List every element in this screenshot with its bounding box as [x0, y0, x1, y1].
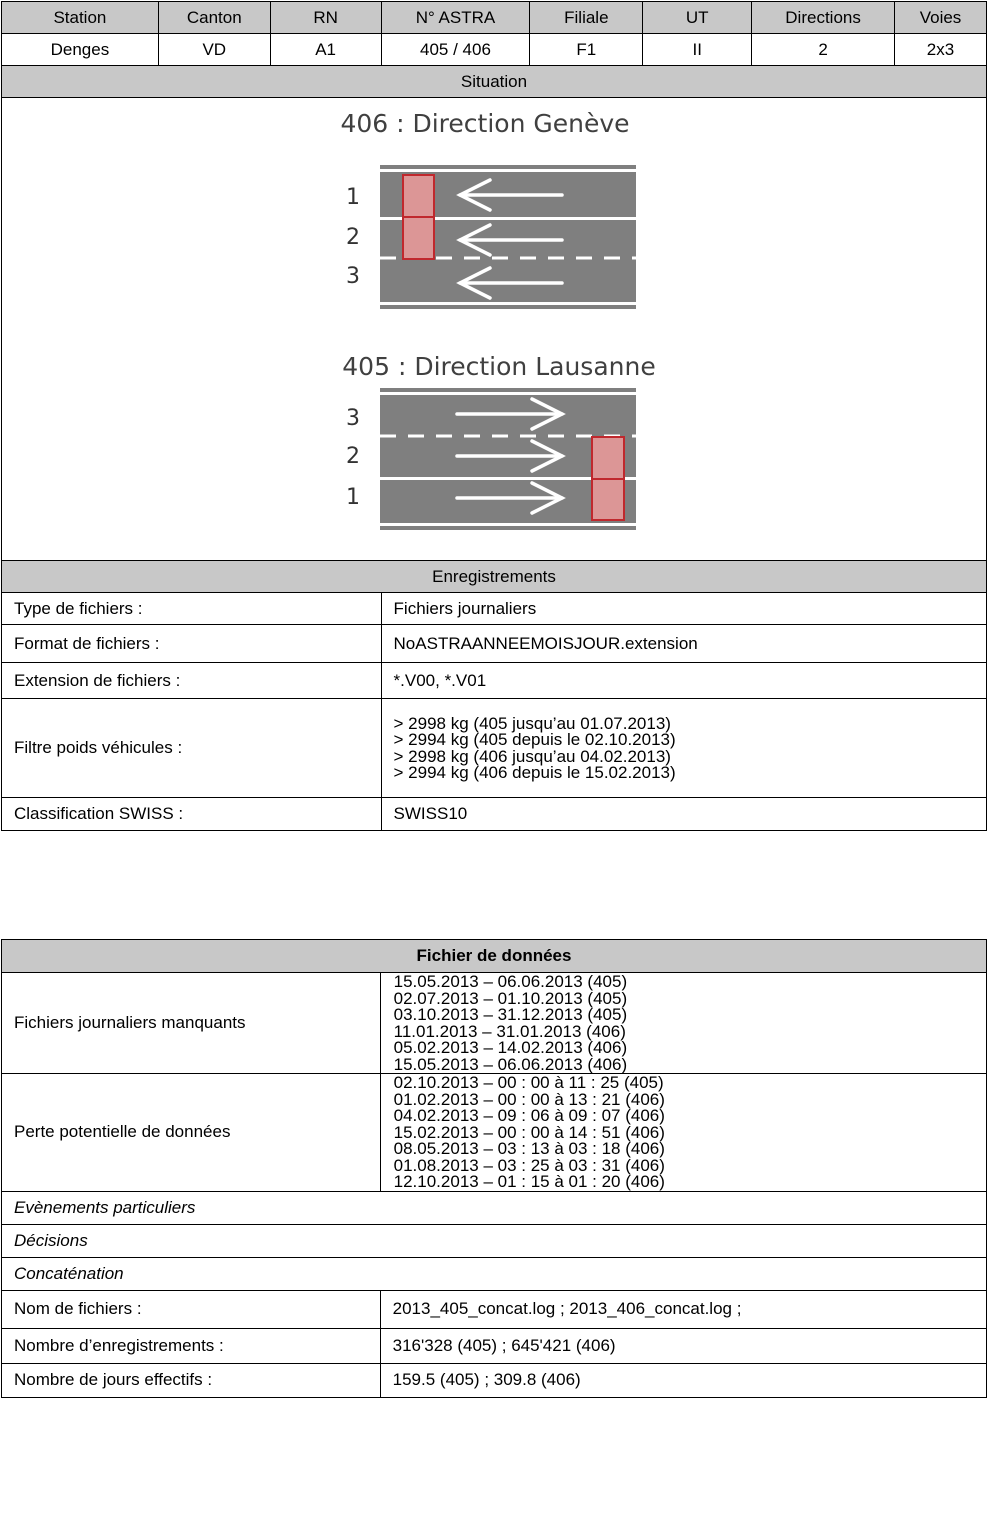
- sensor-405-lane-2: [592, 437, 624, 479]
- header-directions: Directions: [752, 2, 895, 34]
- concat-label: Nom de fichiers :: [2, 1290, 381, 1328]
- header-ut: UT: [643, 2, 752, 34]
- enregistrements-title: Enregistrements: [2, 561, 987, 593]
- header-voies: Voies: [895, 2, 987, 34]
- enreg-row: [2, 699, 987, 798]
- enregistrements-header-row: [2, 561, 987, 593]
- road-406-edge-top: [380, 169, 636, 172]
- enreg-value-list: [381, 699, 986, 798]
- value-canton: VD: [158, 34, 270, 66]
- concat-label: Nombre de jours effectifs :: [2, 1363, 381, 1397]
- lane-406-number-2: 2: [346, 225, 360, 250]
- value-voies: 2x3: [895, 34, 987, 66]
- fichier-header-row: [2, 940, 987, 973]
- missing-row: [2, 973, 987, 1074]
- concatenation-row: [2, 1257, 987, 1290]
- loss-item: 12.10.2013 – 01 : 15 à 01 : 20 (406): [393, 1172, 665, 1191]
- sensor-405-lane-1: [592, 479, 624, 520]
- enreg-label: Filtre poids véhicules :: [2, 699, 382, 798]
- road-406-edge-bottom: [380, 302, 636, 305]
- lane-405-number-2: 2: [346, 444, 360, 469]
- header-filiale: Filiale: [530, 2, 643, 34]
- station-header-row: [2, 2, 987, 34]
- header-station: Station: [2, 2, 159, 34]
- missing-item: 02.07.2013 – 01.10.2013 (405): [393, 988, 628, 1008]
- loss-row: [2, 1074, 987, 1192]
- lane-406-number-3: 3: [346, 264, 360, 289]
- enreg-row: [2, 593, 987, 625]
- loss-item: 04.02.2013 – 09 : 06 à 09 : 07 (406): [393, 1106, 665, 1125]
- enreg-row: [2, 663, 987, 699]
- enreg-value: SWISS10: [381, 798, 986, 831]
- road-405-edge-bottom: [380, 523, 636, 526]
- missing-item: 15.05.2013 – 06.06.2013 (405): [393, 972, 628, 991]
- filter-line: > 2998 kg (406 jusqu’au 04.02.2013): [393, 746, 671, 766]
- road-406: [380, 165, 636, 309]
- enreg-row: [2, 798, 987, 831]
- concat-detail-row: [2, 1290, 987, 1328]
- header-canton: Canton: [158, 2, 270, 34]
- fichier-title: Fichier de données: [2, 940, 987, 973]
- direction-405-label: 405 : Direction Lausanne: [342, 352, 656, 381]
- filter-line: > 2998 kg (405 jusqu’au 01.07.2013): [393, 713, 671, 733]
- lane-405-number-1: 1: [346, 485, 360, 510]
- station-values-row: [2, 34, 987, 66]
- header-rn: RN: [270, 2, 381, 34]
- road-405-edge-top: [380, 392, 636, 395]
- enreg-label: Classification SWISS :: [2, 798, 382, 831]
- situation-header-row: [2, 66, 987, 98]
- enreg-label: Format de fichiers :: [2, 625, 382, 663]
- header-astra: N° ASTRA: [381, 2, 530, 34]
- road-405: [380, 388, 636, 530]
- evenements-label: Evènements particuliers: [2, 1191, 987, 1224]
- sensor-406-lane-2: [403, 217, 434, 259]
- loss-item: 01.02.2013 – 00 : 00 à 13 : 21 (406): [393, 1089, 665, 1109]
- concat-value: 2013_405_concat.log ; 2013_406_concat.log ;: [380, 1290, 986, 1328]
- missing-label: Fichiers journaliers manquants: [2, 973, 381, 1074]
- concat-detail-row: [2, 1328, 987, 1363]
- enreg-label: Type de fichiers :: [2, 593, 382, 625]
- value-filiale: F1: [530, 34, 643, 66]
- concat-value: 316'328 (405) ; 645'421 (406): [380, 1328, 986, 1363]
- loss-item: 02.10.2013 – 00 : 00 à 11 : 25 (405): [393, 1073, 664, 1092]
- enreg-row: [2, 625, 987, 663]
- decisions-label: Décisions: [2, 1224, 987, 1257]
- decisions-row: [2, 1224, 987, 1257]
- value-ut: II: [643, 34, 752, 66]
- direction-406-label: 406 : Direction Genève: [340, 109, 630, 138]
- missing-item: 05.02.2013 – 14.02.2013 (406): [393, 1038, 628, 1057]
- loss-item: 15.02.2013 – 00 : 00 à 14 : 51 (406): [393, 1122, 665, 1142]
- concatenation-label: Concaténation: [2, 1257, 987, 1290]
- concat-detail-row: [2, 1363, 987, 1397]
- enreg-value: NoASTRAANNEEMOISJOUR.extension: [381, 625, 986, 663]
- concat-label: Nombre d’enregistrements :: [2, 1328, 381, 1363]
- enreg-label: Extension de fichiers :: [2, 663, 382, 699]
- loss-item: 08.05.2013 – 03 : 13 à 03 : 18 (406): [393, 1139, 665, 1158]
- value-rn: A1: [270, 34, 381, 66]
- situation-title: Situation: [2, 66, 987, 98]
- concat-value: 159.5 (405) ; 309.8 (406): [380, 1363, 986, 1397]
- sensor-406-lane-1: [403, 175, 434, 217]
- enreg-value: *.V00, *.V01: [381, 663, 986, 699]
- value-station: Denges: [2, 34, 159, 66]
- value-directions: 2: [752, 34, 895, 66]
- missing-item: 03.10.2013 – 31.12.2013 (405): [393, 1005, 628, 1024]
- missing-item: 11.01.2013 – 31.01.2013 (406): [393, 1021, 626, 1041]
- missing-item: 15.05.2013 – 06.06.2013 (406): [393, 1054, 628, 1074]
- filter-line: > 2994 kg (406 depuis le 15.02.2013): [393, 763, 676, 782]
- station-table: [1, 1, 987, 831]
- filter-line: > 2994 kg (405 depuis le 02.10.2013): [393, 730, 676, 749]
- loss-item: 01.08.2013 – 03 : 25 à 03 : 31 (406): [393, 1155, 665, 1175]
- evenements-row: [2, 1191, 987, 1224]
- loss-label: Perte potentielle de données: [2, 1074, 381, 1192]
- missing-list: [380, 973, 986, 1074]
- lane-405-number-3: 3: [346, 406, 360, 431]
- loss-list: [380, 1074, 986, 1192]
- situation-diagram-cell: [2, 98, 987, 561]
- lane-406-number-1: 1: [346, 185, 360, 210]
- enreg-value: Fichiers journaliers: [381, 593, 986, 625]
- lane-diagram: [2, 98, 986, 560]
- situation-row: [2, 98, 987, 561]
- value-astra: 405 / 406: [381, 34, 530, 66]
- fichier-table: [1, 939, 987, 1398]
